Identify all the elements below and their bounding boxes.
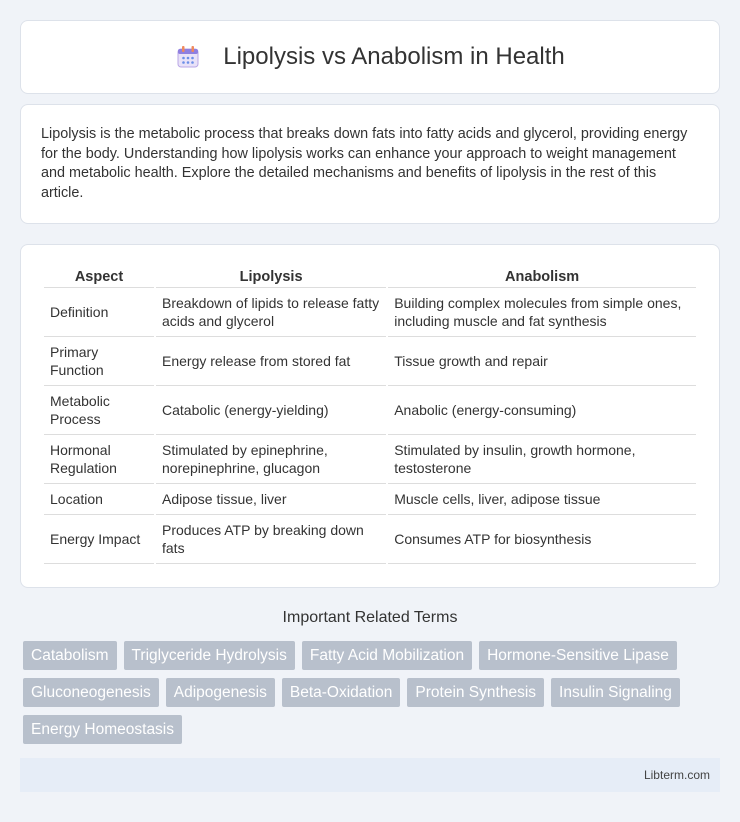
column-header-lipolysis: Lipolysis — [156, 265, 386, 288]
intro-text: Lipolysis is the metabolic process that breaks down fats into fatty acids and glycerol, providing energy for the body. Understanding how lipolysis works can enhance your approach to weight management and metabolic health. Explore the detailed mechanisms and benefits of lipolysis in the rest of this article. — [41, 126, 688, 201]
term-tag[interactable]: Hormone-Sensitive Lipase — [479, 641, 677, 670]
table-row — [44, 288, 696, 337]
header-card — [20, 20, 720, 94]
table-cell: Anabolic (energy-consuming) — [388, 386, 696, 435]
table-cell: Stimulated by insulin, growth hormone, testosterone — [388, 435, 696, 484]
page-title: Lipolysis vs Anabolism in Health — [223, 43, 565, 70]
table-cell: Stimulated by epinephrine, norepinephrine, glucagon — [156, 435, 386, 484]
table-cell: Adipose tissue, liver — [156, 484, 386, 515]
column-header-aspect: Aspect — [44, 265, 154, 288]
table-cell: Tissue growth and repair — [388, 337, 696, 386]
comparison-table-card — [20, 244, 720, 588]
related-terms-title: Important Related Terms — [282, 609, 458, 626]
table-row — [44, 337, 696, 386]
term-tag[interactable]: Fatty Acid Mobilization — [302, 641, 472, 670]
table-cell: Consumes ATP for biosynthesis — [388, 515, 696, 564]
table-cell: Primary Function — [44, 337, 154, 386]
term-tag[interactable]: Protein Synthesis — [407, 678, 544, 707]
term-tag[interactable]: Catabolism — [23, 641, 117, 670]
column-header-anabolism: Anabolism — [388, 265, 696, 288]
term-tag[interactable]: Gluconeogenesis — [23, 678, 159, 707]
table-cell: Location — [44, 484, 154, 515]
footer-site-link[interactable]: Libterm.com — [643, 768, 710, 782]
table-cell: Catabolic (energy-yielding) — [156, 386, 386, 435]
term-tag[interactable]: Beta-Oxidation — [282, 678, 401, 707]
term-tag[interactable]: Energy Homeostasis — [23, 715, 182, 744]
term-tag[interactable]: Adipogenesis — [166, 678, 275, 707]
term-tag[interactable]: Insulin Signaling — [551, 678, 680, 707]
table-header-row — [44, 265, 696, 288]
table-cell: Building complex molecules from simple ones, including muscle and fat synthesis — [388, 288, 696, 337]
table-row — [44, 435, 696, 484]
table-cell: Produces ATP by breaking down fats — [156, 515, 386, 564]
related-terms-section — [20, 609, 720, 752]
table-cell: Energy Impact — [44, 515, 154, 564]
comparison-table — [42, 265, 698, 564]
table-row — [44, 484, 696, 515]
calendar-icon — [175, 44, 201, 70]
table-cell: Hormonal Regulation — [44, 435, 154, 484]
table-cell: Metabolic Process — [44, 386, 154, 435]
table-cell: Breakdown of lipids to release fatty acids and glycerol — [156, 288, 386, 337]
table-row — [44, 515, 696, 564]
table-cell: Definition — [44, 288, 154, 337]
footer — [20, 758, 720, 792]
table-row — [44, 386, 696, 435]
table-cell: Energy release from stored fat — [156, 337, 386, 386]
related-terms-list — [20, 641, 720, 752]
intro-card — [20, 104, 720, 224]
table-cell: Muscle cells, liver, adipose tissue — [388, 484, 696, 515]
term-tag[interactable]: Triglyceride Hydrolysis — [124, 641, 295, 670]
